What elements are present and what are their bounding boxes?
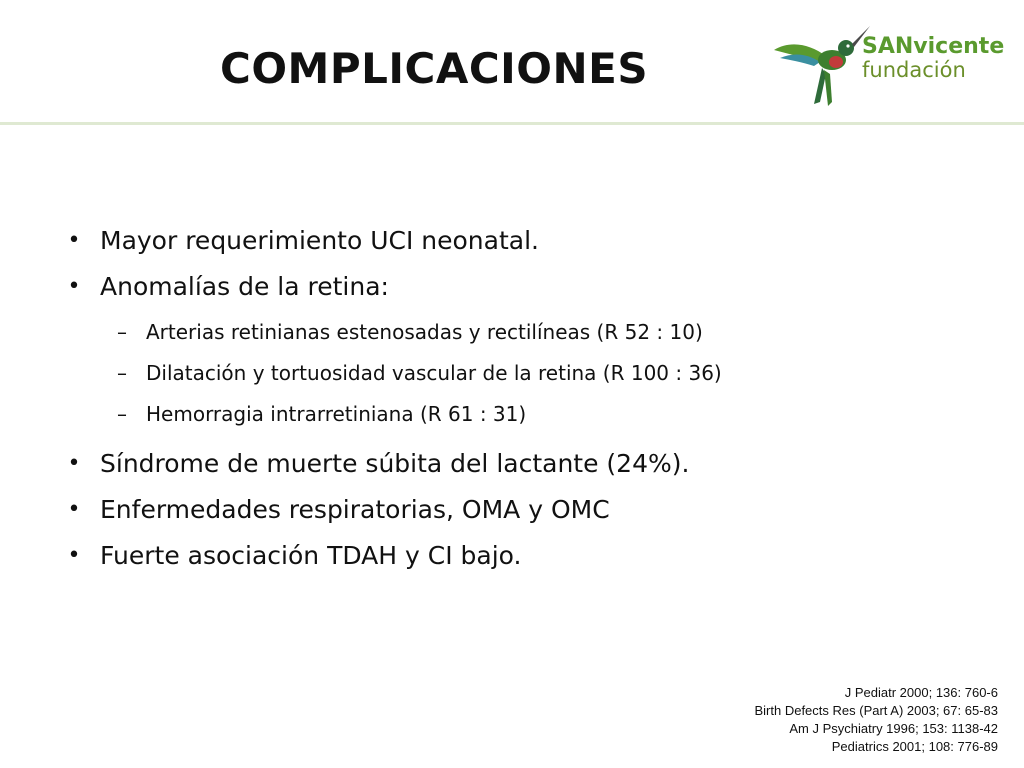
logo-san-text: SAN <box>862 34 914 59</box>
sub-bullet-item <box>60 353 1000 394</box>
bullet-marker: • <box>67 543 81 568</box>
bullet-text: Enfermedades respiratorias, OMA y OMC <box>100 495 610 524</box>
bullet-text: Anomalías de la retina: <box>100 272 389 301</box>
reference-line: Am J Psychiatry 1996; 153: 1138-42 <box>789 721 998 736</box>
sub-bullet-marker: – <box>117 320 127 344</box>
bullet-item <box>60 264 1000 310</box>
references-block <box>754 684 998 756</box>
slide-title: COMPLICACIONES <box>220 44 649 93</box>
sub-bullet-marker: – <box>117 402 127 426</box>
bullet-list <box>60 218 1000 579</box>
bullet-item <box>60 487 1000 533</box>
reference-line: J Pediatr 2000; 136: 760-6 <box>844 685 998 700</box>
bullet-marker: • <box>67 451 81 476</box>
sub-bullet-item <box>60 394 1000 435</box>
logo-vicente-text: vicente <box>913 34 1005 59</box>
sub-bullet-item <box>60 312 1000 353</box>
hummingbird-icon <box>770 16 870 116</box>
bullet-marker: • <box>67 274 81 299</box>
logo-line-2: fundación <box>862 58 966 82</box>
reference-line: Birth Defects Res (Part A) 2003; 67: 65-83 <box>754 703 998 718</box>
bullet-marker: • <box>67 228 81 253</box>
sanvicente-fundacion-logo <box>770 16 1010 116</box>
bullet-item <box>60 533 1000 579</box>
bullet-text: Fuerte asociación TDAH y CI bajo. <box>100 541 522 570</box>
bullet-text: Síndrome de muerte súbita del lactante (24%). <box>100 449 690 478</box>
sub-bullet-text: Dilatación y tortuosidad vascular de la retina (R 100 : 36) <box>146 361 722 385</box>
slide-content <box>60 218 1000 579</box>
sub-bullet-text: Arterias retinianas estenosadas y rectilíneas (R 52 : 10) <box>146 320 703 344</box>
reference-line: Pediatrics 2001; 108: 776-89 <box>831 739 998 754</box>
sub-bullet-list <box>60 312 1000 435</box>
bullet-text: Mayor requerimiento UCI neonatal. <box>100 226 539 255</box>
sub-bullet-marker: – <box>117 361 127 385</box>
bullet-item <box>60 441 1000 487</box>
header-divider <box>0 122 1024 125</box>
logo-wordmark <box>862 36 1004 81</box>
sub-list-container <box>60 312 1000 435</box>
bullet-marker: • <box>67 497 81 522</box>
logo-line-1 <box>862 36 1004 58</box>
bullet-item <box>60 218 1000 264</box>
sub-bullet-text: Hemorragia intrarretiniana (R 61 : 31) <box>146 402 527 426</box>
